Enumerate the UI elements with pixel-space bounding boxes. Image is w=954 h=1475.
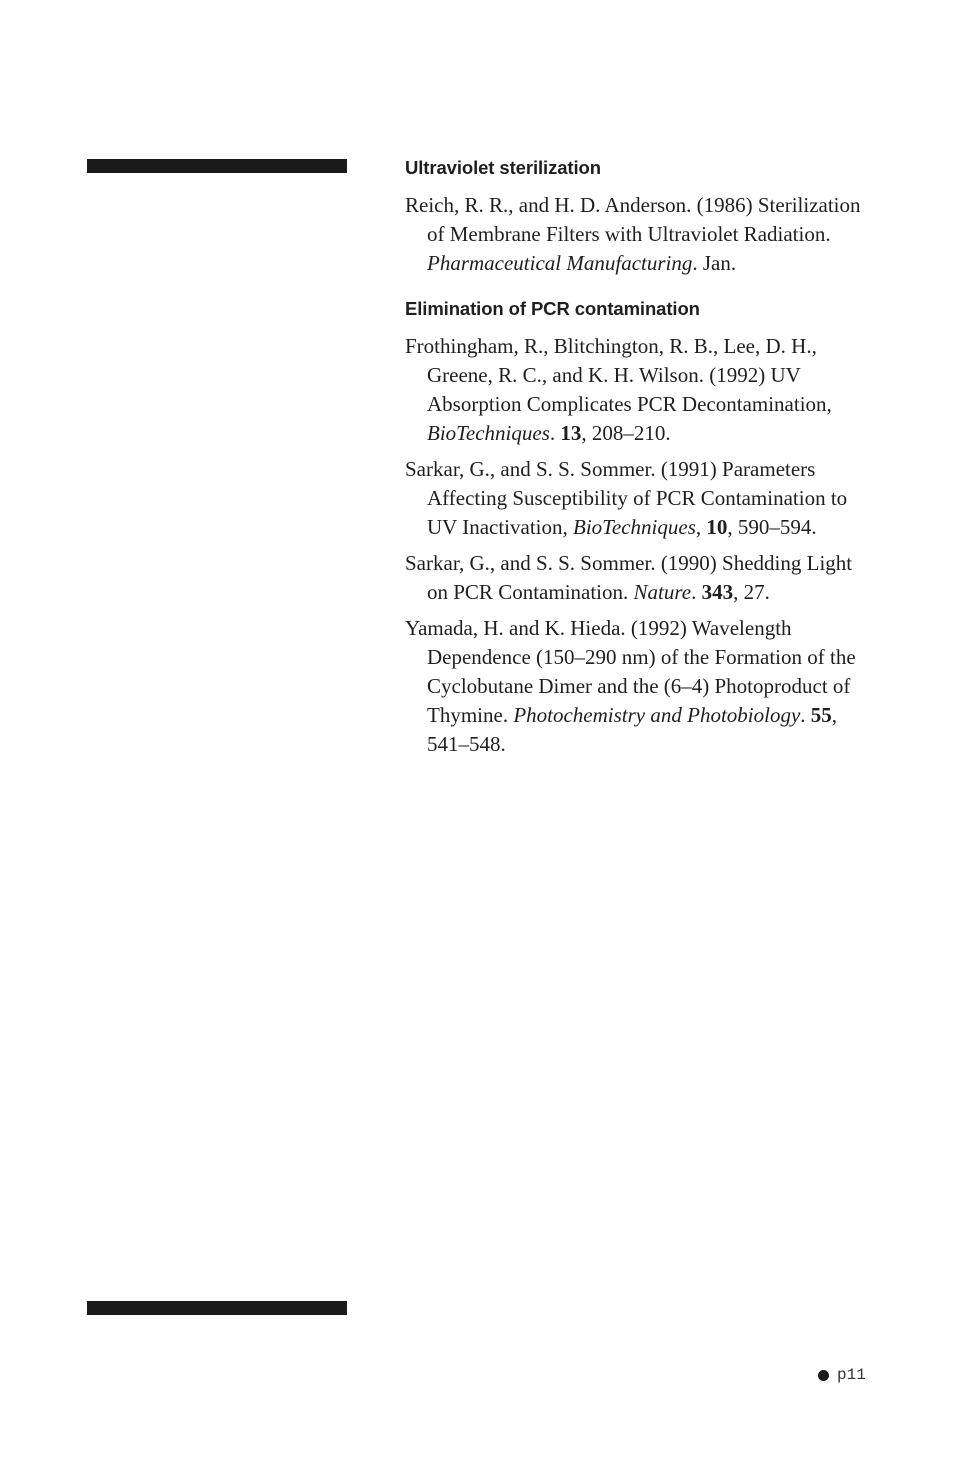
reference-item (405, 332, 875, 448)
top-margin-rule (87, 159, 347, 173)
bullet-dot-icon (818, 1370, 829, 1381)
section-heading: Ultraviolet sterilization (405, 157, 601, 178)
page-footer (818, 1366, 866, 1384)
ref-pages: , 208–210. (581, 421, 671, 445)
ref-citation: Yamada, H. and K. Hieda. (1992) Wavelength Dependence (150–290 nm) of the Formation of the Cyclobutane Dimer and the (6–4) Photoproduct of Thymine. (405, 616, 856, 727)
ref-journal: BioTechniques (573, 515, 696, 539)
ref-pages: , 590–594. (727, 515, 817, 539)
ref-journal: BioTechniques (427, 421, 550, 445)
ref-citation: Sarkar, G., and S. S. Sommer. (1990) Shedding Light on PCR Contamination. (405, 551, 853, 604)
ref-journal: Photochemistry and Photobiology (513, 703, 801, 727)
reference-item (405, 191, 875, 278)
reference-item (405, 614, 875, 759)
ref-journal: Pharmaceutical Manufacturing (427, 251, 693, 275)
ref-journal-suffix: , (695, 515, 707, 539)
ref-volume: 343 (701, 580, 734, 604)
ref-journal-suffix: . (800, 703, 811, 727)
references-column (405, 155, 875, 777)
reference-item (405, 549, 875, 607)
bottom-margin-rule (87, 1301, 347, 1315)
ref-citation: Frothingham, R., Blitchington, R. B., Lee, D. H., Greene, R. C., and K. H. Wilson. (1992) UV Absorption Complicates PCR Decontamination, (405, 334, 832, 416)
ref-journal-suffix: . (549, 421, 561, 445)
ref-pages: , 541–548. (427, 703, 838, 756)
page-number: p11 (837, 1366, 866, 1384)
ref-volume: 10 (706, 515, 728, 539)
ref-citation: Sarkar, G., and S. S. Sommer. (1991) Parameters Affecting Susceptibility of PCR Contamination to UV Inactivation, (405, 457, 848, 539)
reference-item (405, 455, 875, 542)
section-uv-sterilization (405, 155, 875, 278)
section-heading: Elimination of PCR contamination (405, 298, 700, 319)
ref-pages: , 27. (733, 580, 770, 604)
ref-citation: Reich, R. R., and H. D. Anderson. (1986) Sterilization of Membrane Filters with Ultraviolet Radiation. (405, 193, 861, 246)
ref-journal: Nature (633, 580, 692, 604)
ref-volume: 55 (810, 703, 832, 727)
ref-volume: 13 (560, 421, 582, 445)
ref-journal-suffix: . (691, 580, 702, 604)
ref-journal-suffix: . Jan. (692, 251, 737, 275)
section-pcr-contamination (405, 296, 875, 759)
